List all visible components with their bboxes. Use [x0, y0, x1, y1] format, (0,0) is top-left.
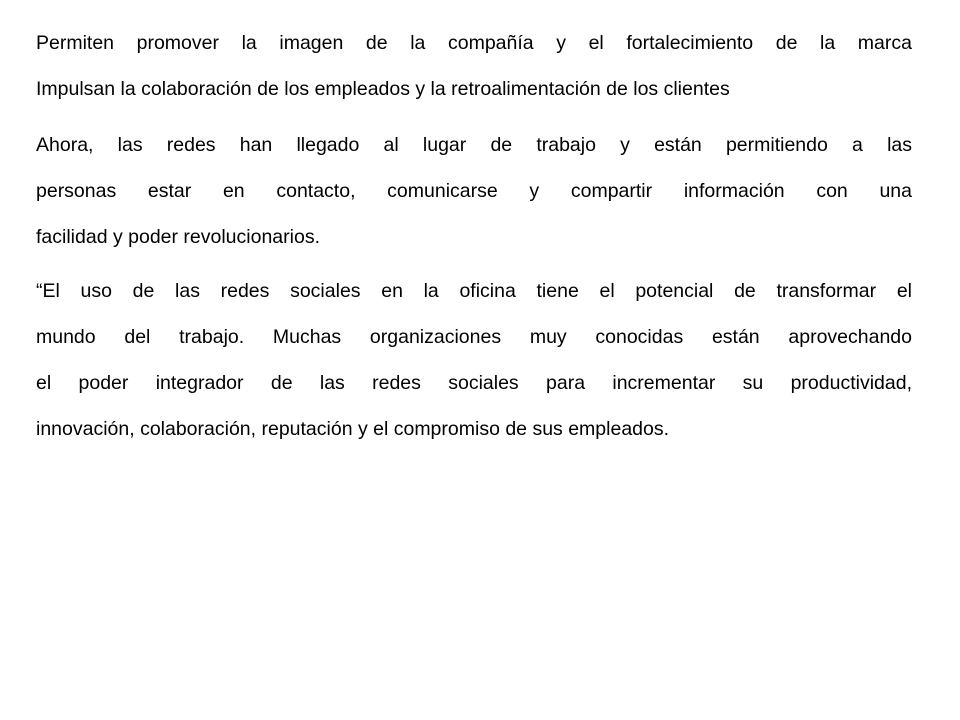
quote-line-4: innovación, colaboración, reputación y el compromiso de sus empleados. [36, 418, 670, 440]
benefits-line-2: Impulsan la colaboración de los empleados y la retroalimentación de los clientes [36, 78, 730, 100]
paragraph-quote [36, 268, 912, 452]
benefits-line-1: Permiten promover la imagen de la compañía y el fortalecimiento de la marca [36, 32, 912, 54]
paragraph-workplace-networks [36, 122, 912, 260]
quote-line-2: mundo del trabajo. Muchas organizaciones muy conocidas están aprovechando [36, 326, 912, 348]
paragraph-benefits [36, 20, 912, 112]
workplace-line-2: personas estar en contacto, comunicarse y compartir información con una [36, 180, 912, 202]
workplace-line-3: facilidad y poder revolucionarios. [36, 226, 320, 248]
workplace-line-1: Ahora, las redes han llegado al lugar de trabajo y están permitiendo a las [36, 134, 912, 156]
quote-line-1: “El uso de las redes sociales en la oficina tiene el potencial de transformar el [36, 280, 912, 302]
quote-line-3: el poder integrador de las redes sociales para incrementar su productividad, [36, 372, 912, 394]
